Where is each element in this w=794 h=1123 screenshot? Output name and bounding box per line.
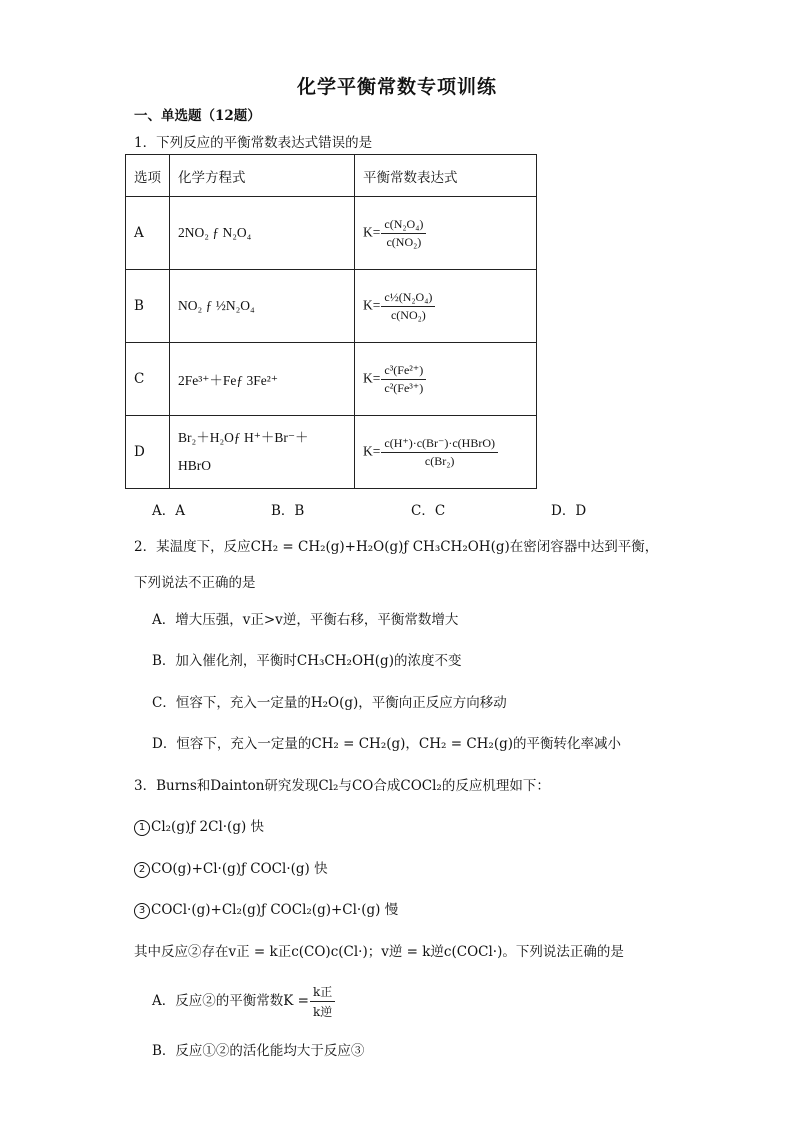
step-text: Cl₂(g)ƒ 2Cl·(g) 快 [151,819,265,835]
row-expression [355,197,537,270]
table-row [126,416,537,489]
table-row [126,270,537,343]
k-prefix: K= [363,224,381,240]
equation-line-2: HBrO [178,458,211,473]
k-numerator: c½(N₂O₄) [381,290,435,307]
k-denominator: c(Br₂) [424,453,455,468]
k-fraction [381,290,435,323]
k-denominator: k逆 [312,1005,333,1019]
k-numerator: c(H⁺)·c(Br⁻)·c(HBrO) [381,436,498,453]
table-row [126,343,537,416]
row-label: A [126,197,170,270]
q1-option-b[interactable]: B．B [271,503,305,519]
q3-note: 其中反应②存在v正 = k正c(CO)c(Cl·)；v逆 = k逆c(COCl·)。下列说法正确的是 [134,944,624,960]
k-numerator: c³(Fe²⁺) [381,363,426,380]
row-expression [355,270,537,343]
q1-option-d[interactable]: D．D [551,503,587,519]
option-a-text: A．反应②的平衡常数K = [152,993,309,1009]
row-equation [170,416,355,489]
q3-step-1 [134,815,264,836]
q1-stem: 1．下列反应的平衡常数表达式错误的是 [134,135,373,151]
q2-stem-line-1: 2．某温度下，反应CH₂ = CH₂(g)+H₂O(g)ƒ CH₃CH₂OH(g)在密闭容器中达到平衡， [134,539,659,555]
k-numerator: k正 [310,983,335,1002]
k-denominator: c²(Fe³⁺) [384,380,424,395]
section-heading: 一、单选题（12题） [134,108,261,124]
k-fraction [381,436,498,469]
row-expression [355,416,537,489]
row-label: D [126,416,170,489]
header-option: 选项 [126,155,170,197]
k-denominator: c(NO₂) [390,307,426,322]
q3-option-b[interactable]: B．反应①②的活化能均大于反应③ [152,1043,365,1059]
table-header-row [126,155,537,197]
step-text: CO(g)+Cl·(g)ƒ COCl·(g) 快 [151,861,328,877]
k-numerator: c(N₂O₄) [381,217,426,234]
table-row [126,197,537,270]
q1-table [125,154,537,489]
row-equation: 2NO₂ ƒ N₂O₄ [170,197,355,270]
header-equation: 化学方程式 [170,155,355,197]
k-prefix: K= [363,443,381,459]
q2-stem-line-2: 下列说法不正确的是 [134,575,256,591]
q1-option-a[interactable]: A．A [152,503,185,519]
q2-option-b[interactable]: B．加入催化剂，平衡时CH₃CH₂OH(g)的浓度不变 [152,653,462,669]
equation-line-1: Br₂＋H₂Oƒ H⁺＋Br⁻＋ [178,430,309,445]
q1-option-c[interactable]: C．C [411,503,446,519]
step-text: COCl·(g)+Cl₂(g)ƒ COCl₂(g)+Cl·(g) 慢 [151,902,399,918]
k-fraction [310,983,335,1020]
row-equation: NO₂ ƒ ½N₂O₄ [170,270,355,343]
row-expression [355,343,537,416]
q3-step-2 [134,857,328,878]
q2-option-c[interactable]: C．恒容下，充入一定量的H₂O(g)，平衡向正反应方向移动 [152,695,507,711]
circled-number: 1 [134,820,150,836]
q3-option-a[interactable] [152,983,335,1020]
row-label: C [126,343,170,416]
k-fraction [381,217,426,250]
k-prefix: K= [363,370,381,386]
q2-option-d[interactable]: D．恒容下，充入一定量的CH₂ = CH₂(g)，CH₂ = CH₂(g)的平衡转化率减小 [152,736,622,752]
circled-number: 2 [134,862,150,878]
q3-step-3 [134,898,398,919]
header-expression: 平衡常数表达式 [355,155,537,197]
k-denominator: c(NO₂) [386,234,422,249]
k-fraction [381,363,426,396]
q3-stem: 3．Burns和Dainton研究发现Cl₂与CO合成COCl₂的反应机理如下： [134,778,550,794]
row-label: B [126,270,170,343]
k-prefix: K= [363,297,381,313]
row-equation: 2Fe³⁺＋Feƒ 3Fe²⁺ [170,343,355,416]
q2-option-a[interactable]: A．增大压强，v正>v逆，平衡右移，平衡常数增大 [152,612,459,628]
circled-number: 3 [134,903,150,919]
page-title: 化学平衡常数专项训练 [296,76,497,98]
